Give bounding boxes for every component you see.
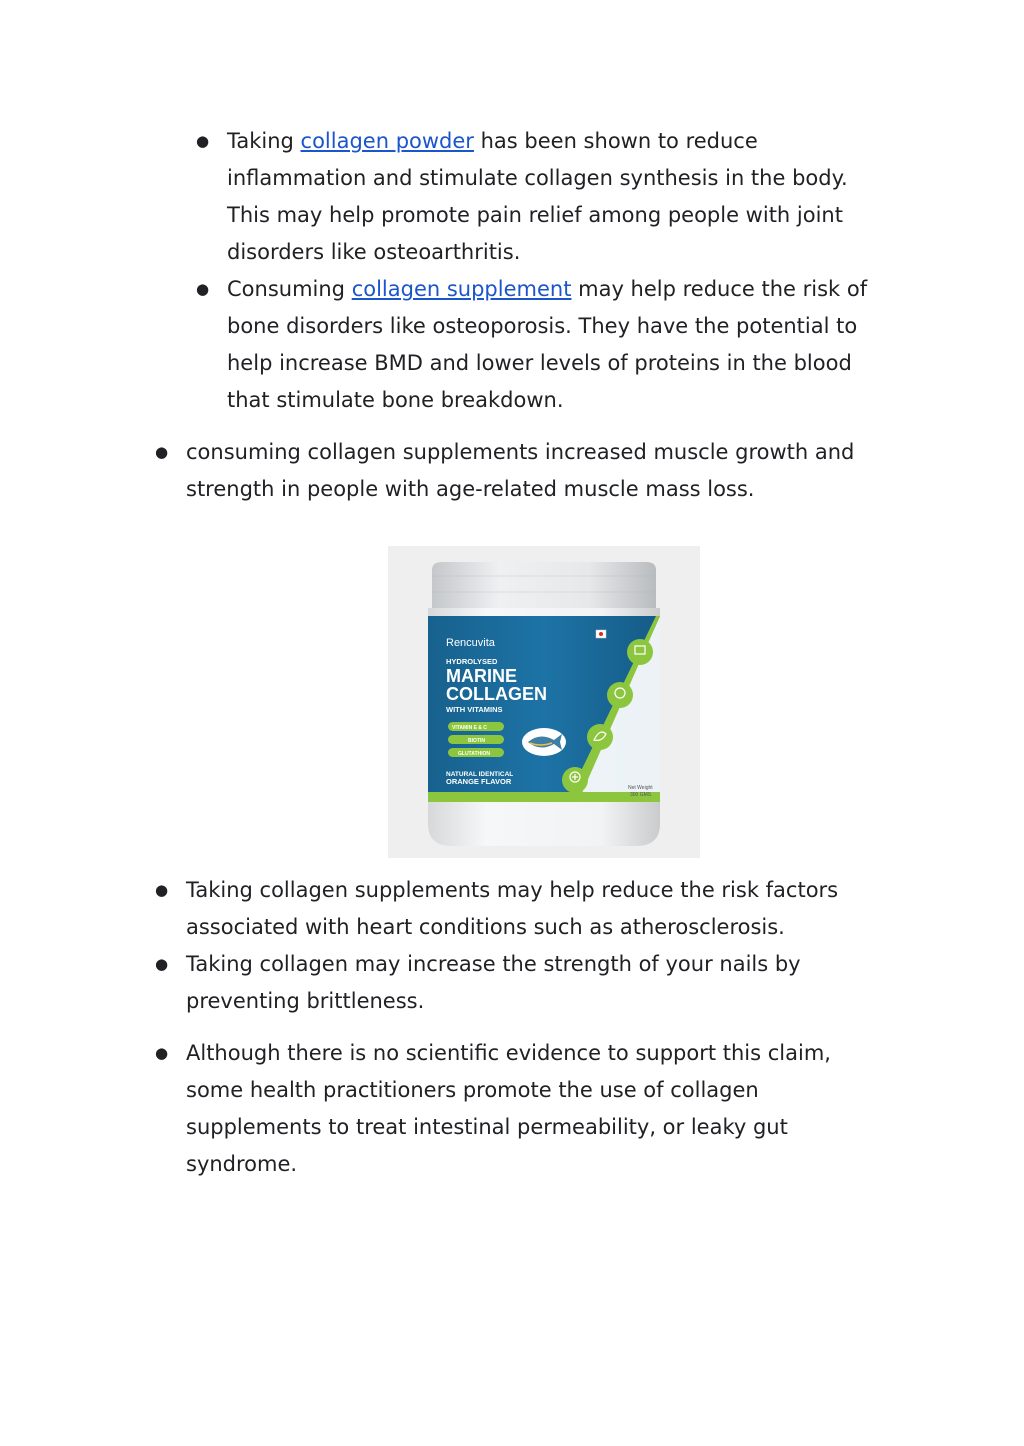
collagen-powder-link[interactable]: collagen powder — [300, 129, 474, 153]
bullet-icon: ● — [155, 881, 169, 899]
net-weight-value: 300 GMS — [630, 792, 652, 798]
product-line4: WITH VITAMINS — [446, 705, 503, 714]
bullet-list — [155, 1035, 876, 1183]
product-line3: COLLAGEN — [446, 684, 547, 704]
bullet-list — [155, 872, 876, 1020]
list-item-text: Although there is no scientific evidence to support this claim, some health practitioners promote the use of collagen supplements to treat intestinal permeability, or leaky gut syndrome. — [186, 1041, 831, 1176]
product-line2: MARINE — [446, 666, 517, 686]
pill-biotin: BIOTIN — [468, 738, 485, 744]
product-line1: HYDROLYSED — [446, 657, 498, 666]
list-item-text: Taking collagen supplements may help reduce the risk factors associated with heart conditions such as atherosclerosis. — [186, 878, 839, 939]
bullet-icon: ● — [155, 443, 169, 461]
list-item — [155, 872, 876, 946]
list-item — [155, 434, 876, 508]
nested-bullet-list — [196, 123, 887, 419]
list-item — [155, 946, 876, 1020]
list-item — [196, 271, 887, 419]
list-item — [196, 123, 887, 271]
brand-name: Rencuvita — [446, 637, 495, 649]
bullet-icon: ● — [155, 1044, 169, 1062]
jar-lid — [432, 562, 656, 608]
bullet-icon: ● — [155, 955, 169, 973]
list-item — [155, 1035, 876, 1183]
bullet-icon: ● — [196, 280, 210, 298]
list-item-text: Taking collagen may increase the strength of your nails by preventing brittleness. — [186, 952, 801, 1013]
skin-icon — [607, 682, 633, 708]
flavor-line1: NATURAL IDENTICAL — [446, 771, 514, 778]
bullet-icon: ● — [196, 132, 210, 150]
list-item-text-post: has been shown to reduce inflammation and stimulate collagen synthesis in the body. This may help promote pain relief among people with joint disorders like osteoarthritis. — [227, 129, 848, 264]
list-item-text-pre: Taking — [227, 129, 301, 153]
list-item-text-pre: Consuming — [227, 277, 352, 301]
bullet-list — [155, 434, 876, 508]
flavor-line2: ORANGE FLAVOR — [446, 777, 512, 786]
list-item-text: consuming collagen supplements increased muscle growth and strength in people with age-related muscle mass loss. — [186, 440, 855, 501]
pill-vitamin: VITAMIN E & C — [452, 725, 487, 731]
pill-glutathion: GLUTATHION — [458, 751, 491, 757]
product-image — [388, 546, 700, 858]
bone-icon — [627, 639, 653, 665]
leaf-icon — [587, 724, 613, 750]
collagen-supplement-link[interactable]: collagen supplement — [351, 277, 572, 301]
list-item-text-post: may help reduce the risk of bone disorders like osteoporosis. They have the potential to help increase BMD and lower levels of proteins in the blood that stimulate bone breakdown. — [227, 277, 868, 412]
net-weight-label: Net Weight — [628, 785, 653, 791]
